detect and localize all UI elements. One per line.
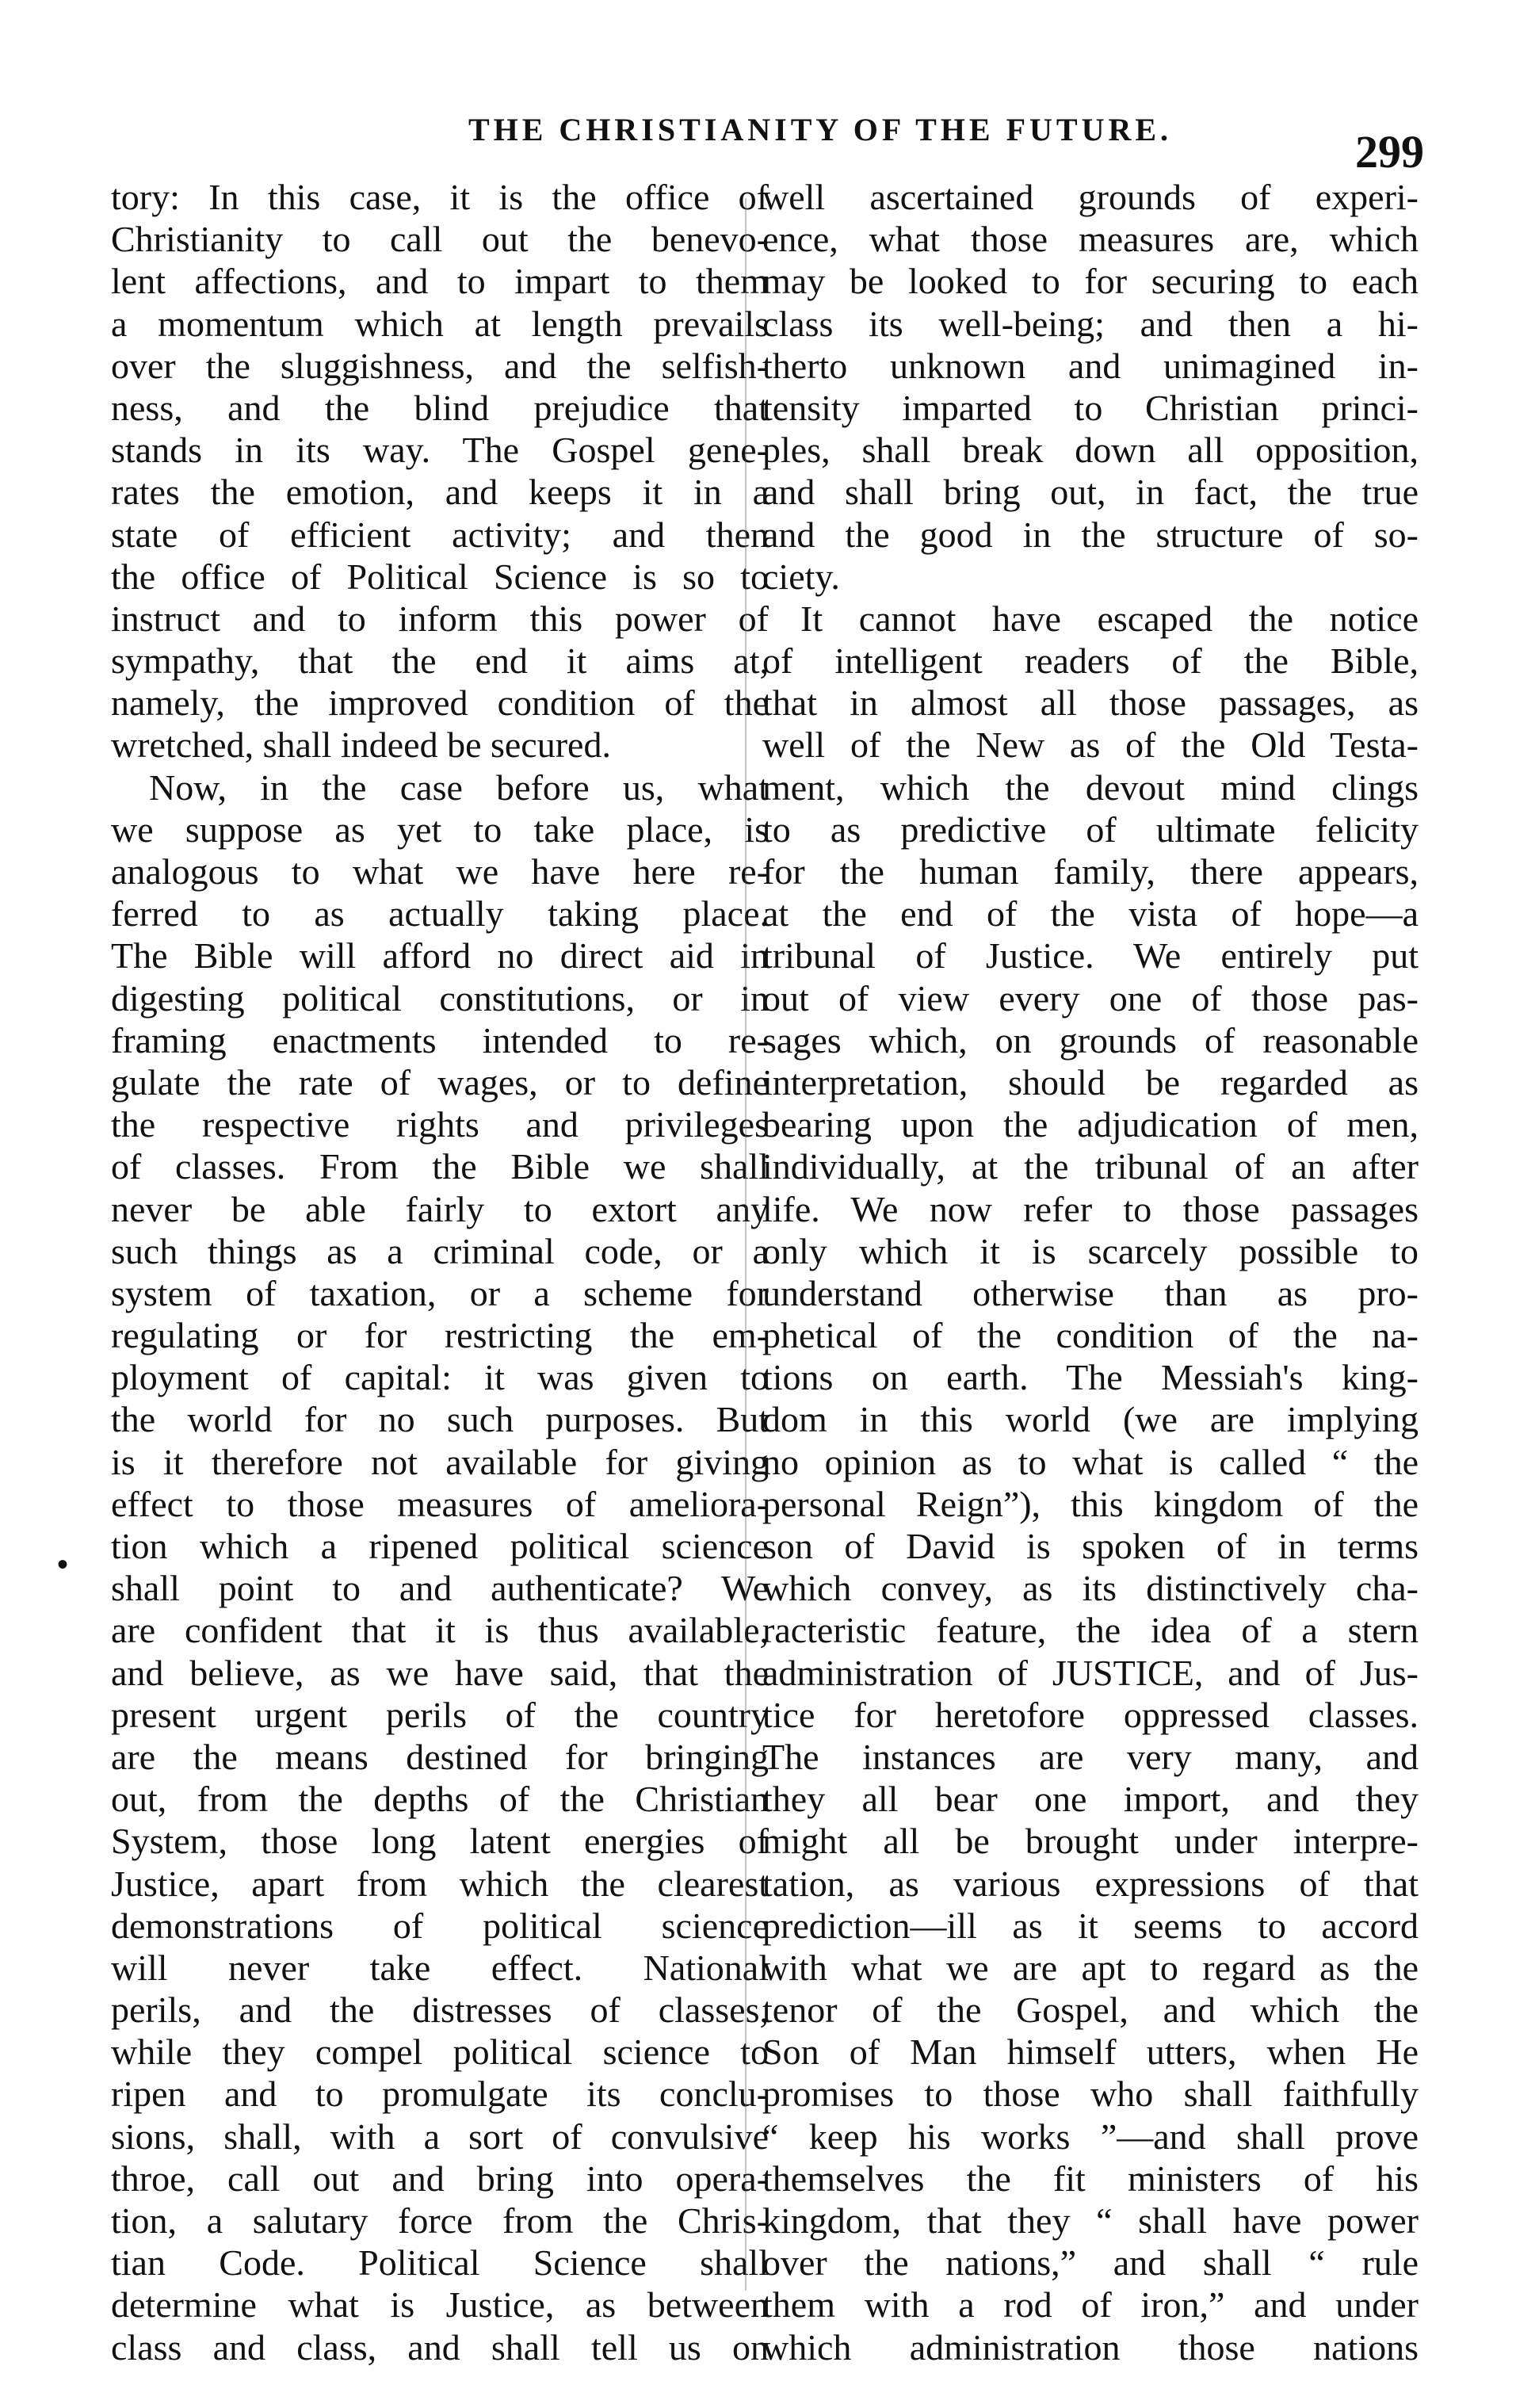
text-line: might all be brought under interpre-	[762, 1821, 1419, 1862]
column-divider	[745, 198, 747, 2291]
text-line: personal Reign”), this kingdom of the	[762, 1483, 1419, 1524]
text-line: dom in this world (we are implying	[762, 1399, 1419, 1440]
text-line: themselves the fit ministers of his	[762, 2158, 1419, 2199]
text-line: tian Code. Political Science shall	[111, 2242, 769, 2284]
text-line: framing enactments intended to re-	[111, 1019, 769, 1061]
text-line: the respective rights and privileges	[111, 1104, 769, 1145]
text-line: well ascertained grounds of experi-	[762, 177, 1419, 217]
text-line: class its well-being; and then a hi-	[762, 303, 1419, 344]
text-line: and the good in the structure of so-	[762, 514, 1419, 555]
text-line: tion, a salutary force from the Chris-	[111, 2200, 769, 2241]
text-line: over the sluggishness, and the selfish-	[111, 345, 769, 386]
text-line: and believe, as we have said, that the	[111, 1652, 769, 1693]
text-line: at the end of the vista of hope—a	[762, 893, 1419, 935]
text-line: of intelligent readers of the Bible,	[762, 640, 1419, 682]
text-line: which convey, as its distinctively cha-	[762, 1568, 1419, 1609]
text-line: tribunal of Justice. We entirely put	[762, 935, 1419, 977]
text-line: ness, and the blind prejudice that	[111, 387, 769, 428]
text-line: throe, call out and bring into opera-	[111, 2158, 769, 2199]
text-line: stands in its way. The Gospel gene-	[111, 430, 769, 471]
text-line: understand otherwise than as pro-	[762, 1272, 1419, 1313]
text-line: ripen and to promulgate its conclu-	[111, 2074, 769, 2115]
text-line: over the nations,” and shall “ rule	[762, 2242, 1419, 2284]
text-line: individually, at the tribunal of an after	[762, 1146, 1419, 1187]
text-line: them with a rod of iron,” and under	[762, 2284, 1419, 2326]
text-line: with what we are apt to regard as the	[762, 1947, 1419, 1988]
text-line: interpretation, should be regarded as	[762, 1061, 1419, 1103]
text-line: Now, in the case before us, what	[149, 766, 769, 808]
text-line: tion which a ripened political science	[111, 1526, 769, 1566]
text-line: rates the emotion, and keeps it in a	[111, 472, 769, 513]
text-line: they all bear one import, and they	[762, 1779, 1419, 1820]
text-line: never be able fairly to extort any	[111, 1188, 769, 1229]
text-line: sympathy, that the end it aims at,	[111, 640, 769, 682]
text-line: ples, shall break down all opposition,	[762, 430, 1419, 471]
text-line: ment, which the devout mind clings	[762, 766, 1419, 808]
text-line: no opinion as to what is called “ the	[762, 1441, 1419, 1482]
text-line: of classes. From the Bible we shall	[111, 1146, 769, 1187]
text-line: sages which, on grounds of reasonable	[762, 1019, 1419, 1061]
text-line: to as predictive of ultimate felicity	[762, 808, 1419, 850]
text-line: son of David is spoken of in terms	[762, 1526, 1419, 1566]
text-line: are confident that it is thus available,	[111, 1610, 769, 1651]
text-line: well of the New as of the Old Testa-	[762, 724, 1419, 766]
text-line: only which it is scarcely possible to	[762, 1230, 1419, 1271]
text-line: Son of Man himself utters, when He	[762, 2032, 1419, 2073]
text-line: “ keep his works ”—and shall prove	[762, 2116, 1419, 2157]
text-line: tation, as various expressions of that	[762, 1863, 1419, 1904]
text-line: tensity imparted to Christian princi-	[762, 387, 1419, 428]
text-line: is it therefore not available for giving	[111, 1441, 769, 1482]
text-line: system of taxation, or a scheme for	[111, 1272, 769, 1313]
text-line: are the means destined for bringing	[111, 1736, 769, 1777]
text-line: determine what is Justice, as between	[111, 2284, 769, 2326]
page-number: 299	[1355, 126, 1424, 178]
text-line: tory: In this case, it is the office of	[111, 177, 769, 217]
text-line: the office of Political Science is so to	[111, 556, 769, 597]
text-line: tice for heretofore oppressed classes.	[762, 1694, 1419, 1735]
text-line: present urgent perils of the country	[111, 1694, 769, 1735]
text-line: promises to those who shall faithfully	[762, 2074, 1419, 2115]
text-line: analogous to what we have here re-	[111, 851, 769, 892]
text-line: out, from the depths of the Christian	[111, 1779, 769, 1820]
text-line: The instances are very many, and	[762, 1736, 1419, 1777]
text-line: ferred to as actually taking place.	[111, 893, 769, 935]
text-line: tenor of the Gospel, and which the	[762, 1989, 1419, 2031]
text-line: It cannot have escaped the notice	[800, 598, 1419, 639]
text-line: may be looked to for securing to each	[762, 261, 1419, 302]
text-line: which administration those nations	[762, 2326, 1419, 2368]
text-line: a momentum which at length prevails	[111, 303, 769, 344]
text-line: such things as a criminal code, or a	[111, 1230, 769, 1271]
left-column	[111, 176, 769, 2368]
text-line: effect to those measures of ameliora-	[111, 1483, 769, 1524]
text-line: gulate the rate of wages, or to define	[111, 1061, 769, 1103]
margin-mark: •	[57, 1546, 69, 1582]
text-line: Justice, apart from which the clearest	[111, 1863, 769, 1904]
text-line: and shall bring out, in fact, the true	[762, 472, 1419, 513]
text-line: tions on earth. The Messiah's king-	[762, 1357, 1419, 1398]
text-line: prediction—ill as it seems to accord	[762, 1905, 1419, 1946]
text-line: lent affections, and to impart to them	[111, 261, 769, 302]
text-line: phetical of the condition of the na-	[762, 1315, 1419, 1356]
text-line: for the human family, there appears,	[762, 851, 1419, 892]
text-line: sions, shall, with a sort of convulsive	[111, 2116, 769, 2157]
text-line: ciety.	[762, 556, 840, 597]
text-line: we suppose as yet to take place, is	[111, 808, 769, 850]
text-line: namely, the improved condition of the	[111, 682, 769, 724]
running-head: THE CHRISTIANITY OF THE FUTURE.	[468, 112, 1173, 147]
text-line: bearing upon the adjudication of men,	[762, 1104, 1419, 1145]
text-line: class and class, and shall tell us on	[111, 2326, 769, 2368]
text-line: digesting political constitutions, or in	[111, 977, 769, 1019]
text-line: demonstrations of political science	[111, 1905, 769, 1946]
text-line: out of view every one of those pas-	[762, 977, 1419, 1019]
text-line: Christianity to call out the benevo-	[111, 219, 769, 260]
text-line: ence, what those measures are, which	[762, 219, 1419, 260]
text-line: that in almost all those passages, as	[762, 682, 1419, 724]
text-line: perils, and the distresses of classes,	[111, 1989, 769, 2031]
text-line: wretched, shall indeed be secured.	[111, 724, 611, 766]
text-line: regulating or for restricting the em-	[111, 1315, 769, 1356]
text-line: shall point to and authenticate? We	[111, 1568, 769, 1609]
text-line: state of efficient activity; and then	[111, 514, 769, 555]
text-line: kingdom, that they “ shall have power	[762, 2200, 1419, 2241]
text-line: life. We now refer to those passages	[762, 1188, 1419, 1229]
text-line: System, those long latent energies of	[111, 1821, 769, 1862]
text-line: therto unknown and unimagined in-	[762, 345, 1419, 386]
text-line: ployment of capital: it was given to	[111, 1357, 769, 1398]
text-line: instruct and to inform this power of	[111, 598, 769, 639]
text-line: administration of JUSTICE, and of Jus-	[762, 1652, 1419, 1693]
right-column	[762, 176, 1419, 2368]
text-line: while they compel political science to	[111, 2032, 769, 2073]
text-line: will never take effect. National	[111, 1947, 769, 1988]
text-line: the world for no such purposes. But	[111, 1399, 769, 1440]
text-line: The Bible will afford no direct aid in	[111, 935, 769, 977]
text-line: racteristic feature, the idea of a stern	[762, 1610, 1419, 1651]
